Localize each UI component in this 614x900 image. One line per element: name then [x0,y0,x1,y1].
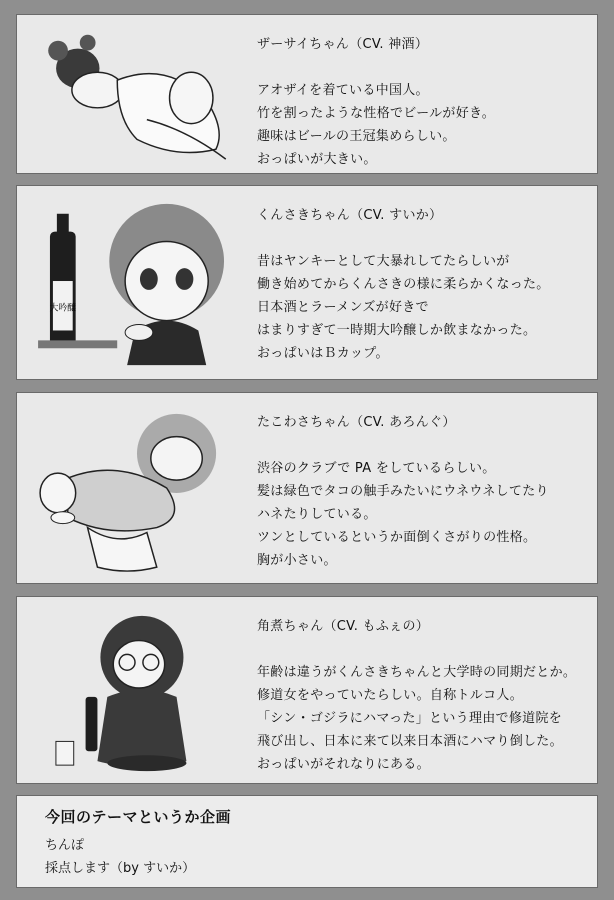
crying-girl-drawing [27,192,245,373]
character-name: ザーサイちゃん（CV. 神酒） [257,37,429,52]
sleeping-girl-drawing [27,21,245,167]
lying-girl-drawing [27,399,245,577]
description-line: 「シン・ゴジラにハマった」という理由で修道院を [257,711,563,726]
theme-line: ちんぽ [45,838,85,853]
description-line: 趣味はビールの王冠集めらしい。 [257,129,456,144]
character-panel-kakuni [16,596,598,784]
description-line: 渋谷のクラブで PA をしているらしい。 [257,461,496,476]
theme-panel [16,795,598,888]
kunsaki-illustration [27,192,245,373]
character-name: 角煮ちゃん（CV. もふぇの） [257,619,430,634]
description-line: ハネたりしている。 [257,507,377,522]
description-line: 竹を割ったような性格でビールが好き。 [257,106,496,121]
description-line: おっぱいはＢカップ。 [257,346,389,361]
description-line: はまりすぎて一時期大吟醸しか飲まなかった。 [257,323,537,338]
character-name: たこわさちゃん（CV. あろんぐ） [257,415,456,430]
description-line: 髪は緑色でタコの触手みたいにウネウネしてたり [257,484,549,499]
sitting-girl-drawing [27,603,245,777]
theme-line: 採点します（by すいか） [45,861,196,876]
description-line: おっぱいが大きい。 [257,152,377,167]
description-line: おっぱいがそれなりにある。 [257,757,430,772]
description-line: 日本酒とラーメンズが好きで [257,300,429,315]
character-panel-zasai [16,14,598,174]
takowasa-illustration [27,399,245,577]
description-line: アオザイを着ている中国人。 [257,83,429,98]
bottle-label: 大吟醸 [49,303,77,314]
character-name: くんさきちゃん（CV. すいか） [257,208,443,223]
description-line: 胸が小さい。 [257,553,337,568]
description-line: 昔はヤンキーとして大暴れしてたらしいが [257,254,510,269]
description-line: 飛び出し、日本に来て以来日本酒にハマり倒した。 [257,734,563,749]
description-line: 年齢は違うがくんさきちゃんと大学時の同期だとか。 [257,665,577,680]
zasai-illustration [27,21,245,167]
theme-heading: 今回のテーマというか企画 [45,808,232,826]
character-panel-takowasa [16,392,598,584]
character-panel-kunsaki [16,185,598,380]
description-line: 修道女をやっていたらしい。自称トルコ人。 [257,688,524,703]
description-line: ツンとしているというか面倒くさがりの性格。 [257,530,537,545]
kakuni-illustration [27,603,245,777]
description-line: 働き始めてからくんさきの様に柔らかくなった。 [257,277,550,292]
